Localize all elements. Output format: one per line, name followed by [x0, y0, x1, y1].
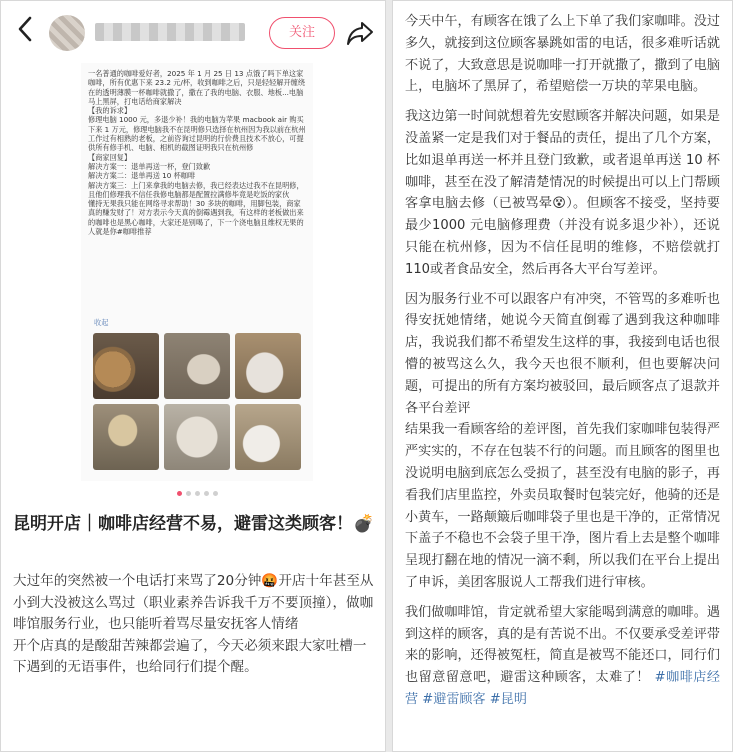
carousel-dot[interactable] [177, 491, 182, 496]
photo-grid [93, 333, 301, 473]
post-body-text [405, 11, 720, 711]
carousel-dot[interactable] [204, 491, 209, 496]
body-paragraph: 结果我一看顾客给的差评图，首先我们家咖啡包装得严严实实的，不存在包装不行的问题。而且顾客的图里也没说明电脑到底怎么受损了，甚至没有电脑的影子，再看我们店里监控，外卖员取餐时包装完好，他骑的还是小黄车，一路颠簸后咖啡袋子里也是干净的，正常情况下盖子不稳也不会袋子里干净，图片看上去是整个咖啡呈现打翻在地的情况一滴不剩，所以我们在平台上提出了申诉，美团客服说人工帮我们进行审核。 [405, 422, 720, 590]
embedded-paragraph: 【商家回复】 [88, 152, 132, 162]
desc-paragraph: 开个店真的是酸甜苦辣都尝遍了，今天必须来跟大家吐槽一下遇到的无语事件，也给同行们提个醒。 [13, 637, 367, 675]
embedded-text [88, 69, 306, 236]
avatar[interactable] [49, 15, 85, 51]
desc-paragraph [13, 571, 377, 636]
post-title-text: 昆明开店｜咖啡店经营不易，避雷这类顾客！ [13, 514, 353, 534]
body-text: 我们做咖啡馆，肯定就希望大家能喝到满意的咖啡。遇到这样的顾客，真的是有苦说不出。不仅要承受差评带来的影响，还得被冤枉，简直是被骂不能还口，同行们也留意留意吧，避雷这种顾客，太难了！ [405, 604, 720, 686]
embedded-paragraph: 懂持无果我只能在网络寻求帮助！30 多块的咖啡，用脚包装，商家真的赚发财了！对方表示今天真的倒霉遇到我，有这样的老板做出来的咖啡也是黑心咖啡，大家还是别喝了，下一个浇电脑且维权无果的人就是你#咖啡推荐 [88, 199, 304, 237]
desc-text: 开店十年甚至从小到大没被这么骂过（职业素养告诉我千万不要顶撞），做咖啡馆服务行业，也只能听着骂尽量安抚客人情绪 [13, 573, 374, 632]
photo-thumbnail[interactable] [235, 333, 301, 399]
body-paragraph: 因为服务行业不可以跟客户有冲突，不管骂的多难听也得安抚她情绪，她说今天简直倒霉了遇到我这种咖啡店，我说我们都不希望发生这样的事，我接到电话也很懵的被骂这么久，我今天也很不顺利，但也要解决问题，可提出的所有方案均被驳回，最后顾客点了退款并各平台差评 [405, 291, 720, 416]
photo-thumbnail[interactable] [93, 404, 159, 470]
body-paragraph [405, 106, 720, 280]
angry-face-icon: 🤬 [261, 573, 279, 589]
chevron-left-icon[interactable] [15, 15, 43, 49]
post-title [13, 511, 375, 537]
dizzy-face-icon: 😵 [552, 196, 567, 212]
follow-button[interactable]: 关注 [269, 17, 335, 49]
embedded-screenshot[interactable] [81, 63, 313, 481]
share-arrow-icon[interactable] [345, 19, 375, 47]
post-header [1, 1, 386, 63]
embedded-paragraph: 【我的诉求】 [88, 106, 132, 116]
desc-text: 大过年的突然被一个电话打来骂了20分钟 [13, 573, 262, 589]
embedded-paragraph: 修理电脑 1000 元，多退少补！我的电脑为苹果 macbook air 购买下来 1 万元，修理电脑我不在昆明修只选择在杭州因为我以前在杭州工作过有相熟的老板，之前咨询过昆明的行价费且技术不放心，可提供所有修手机、电脑、相机的截图证明我只在杭州修 [88, 115, 306, 153]
body-text: 我这边第一时间就想着先安慰顾客并解决问题，如果是没盖紧一定是我们对于餐品的责任，提出了几个方案，比如退单再送一杯并且登门致歉，或者退单再送 10 杯咖啡，甚至在没了解清楚情况的时候提出可以上门帮顾客拿电脑去修（已被骂晕 [405, 109, 720, 212]
carousel-dot[interactable] [186, 491, 191, 496]
post-continuation-panel [392, 0, 733, 752]
username-blurred[interactable] [95, 23, 245, 41]
body-paragraph [405, 602, 720, 711]
embedded-paragraph: 解决方案二：退单再送 10 杯咖啡 [88, 171, 196, 181]
body-paragraph: 今天中午，有顾客在饿了么上下单了我们家咖啡。没过多久，就接到这位顾客暴跳如雷的电话，很多难听话就不说了，大致意思是说咖啡一打开就撒了，撒到了电脑上，电脑坏了黑屏了，希望赔偿一万块的苹果电脑。 [405, 14, 720, 95]
carousel-dot[interactable] [195, 491, 200, 496]
carousel-indicator [177, 491, 227, 499]
body-text: ）。但顾客不接受，坚持要最少1000 元电脑修理费（并没有说多退少补），还说只能在杭州修，因为不信任昆明的维修，不赔偿就打110或者食品安全，然后再各大平台写差评。 [405, 196, 721, 277]
photo-thumbnail[interactable] [235, 404, 301, 470]
hashtag-links[interactable]: #咖啡店经营 #避雷顾客 #昆明 [405, 670, 721, 707]
post-description [13, 571, 377, 679]
embedded-paragraph: 解决方案三：上门来拿我的电脑去修，我已经表达过我不在昆明修，且他们修理我不信任我修电脑都是配置拉满修毕竟是吃饭的家伙 [88, 180, 304, 199]
carousel-dot[interactable] [213, 491, 218, 496]
photo-thumbnail[interactable] [164, 333, 230, 399]
photo-thumbnail[interactable] [164, 404, 230, 470]
embedded-paragraph: 解决方案一：退单再送一杯，登门致歉 [88, 161, 211, 171]
embedded-paragraph: 一名普通的咖啡爱好者，2025 年 1 月 25 日 13 点饿了吗下单这家咖啡，所有优惠下来 23.2 元/杯，收到咖啡之后，只是轻轻解开缠绕在的透明薄膜一杯咖啡就撒了，撒在了我的电脑、衣服、地板...电脑马上黑屏，打电话给商家解决 [88, 69, 306, 106]
photo-thumbnail[interactable] [93, 333, 159, 399]
bomb-icon: 💣 [353, 514, 375, 534]
collapse-link[interactable]: 收起 [94, 318, 109, 327]
